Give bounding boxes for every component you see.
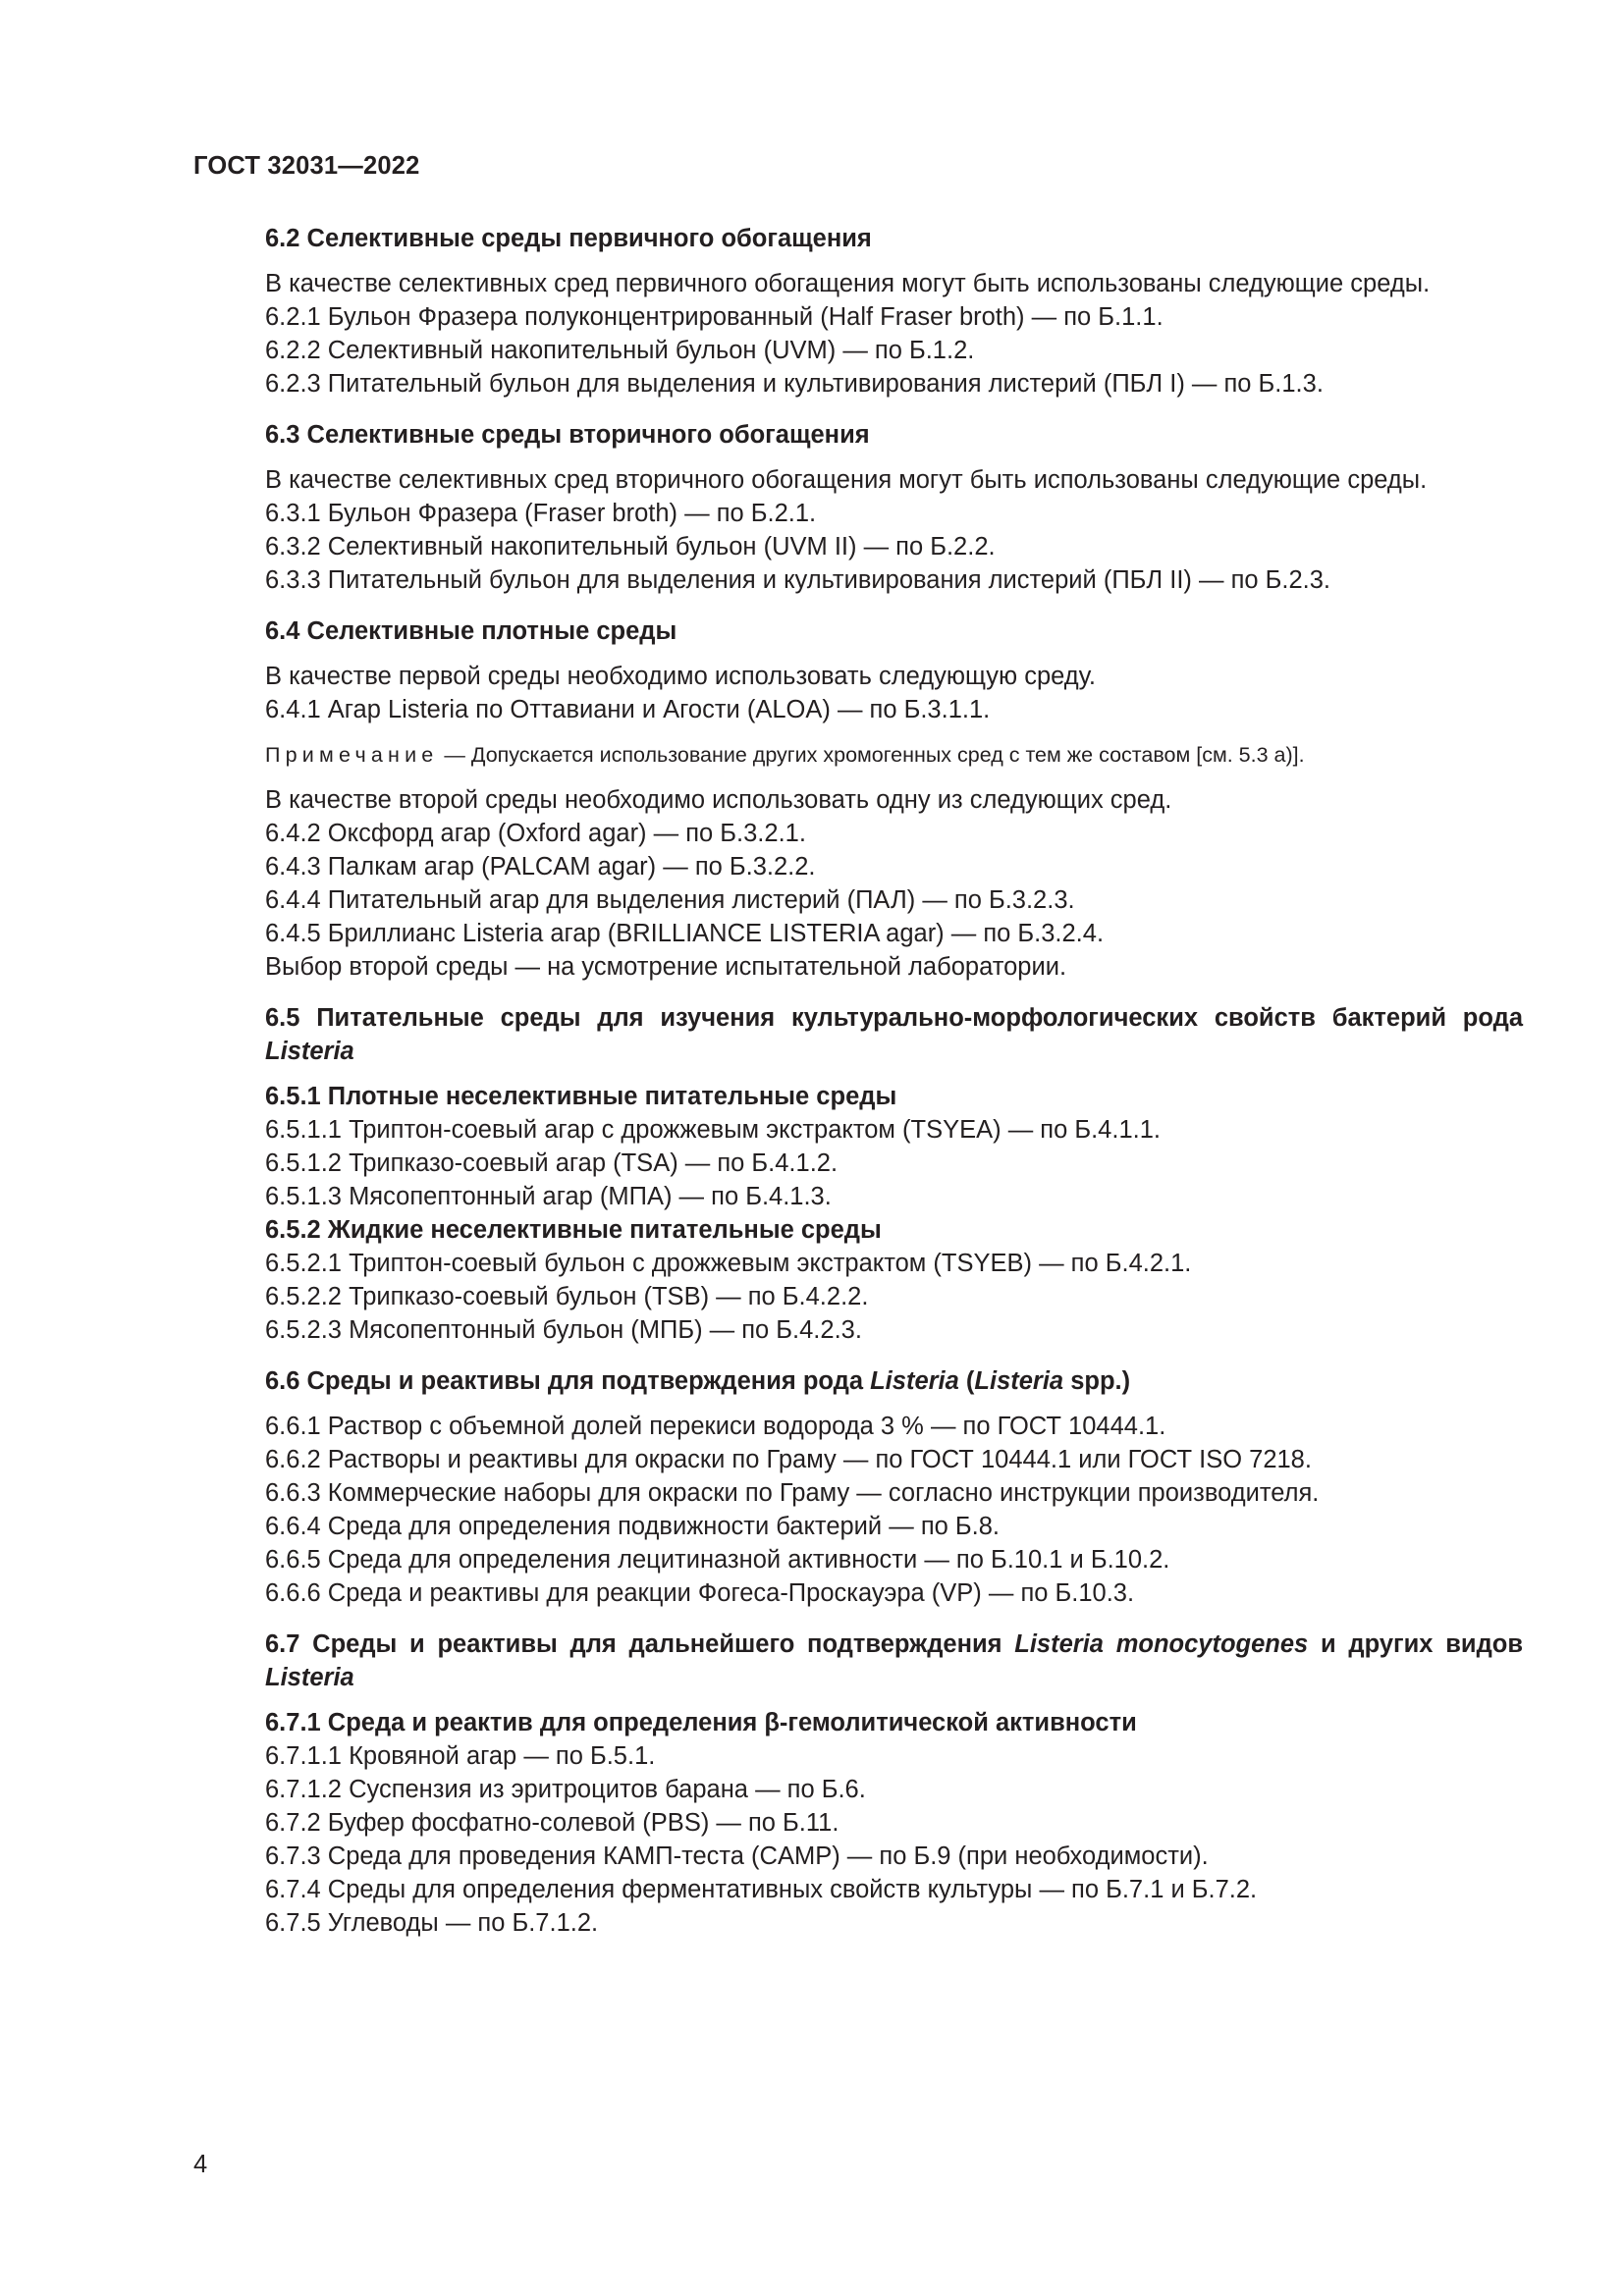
list-item: 6.4.5 Бриллианс Listeria агар (BRILLIANCE LISTERIA agar) — по Б.3.2.4.: [265, 920, 1105, 947]
list-item: 6.2.3 Питательный бульон для выделения и культивирования листерий (ПБЛ I) — по Б.1.3.: [265, 370, 1324, 398]
list-item: 6.6.3 Коммерческие наборы для окраски по Граму — согласно инструкции производителя.: [265, 1479, 1320, 1507]
list-item: 6.5.2.2 Трипказо-соевый бульон (TSB) — по Б.4.2.2.: [265, 1283, 869, 1310]
document-code-header: ГОСТ 32031—2022: [193, 152, 420, 180]
section-6-6-title-genus-2: Listeria: [974, 1367, 1064, 1395]
section-6-6-title: [193, 1364, 1523, 1398]
section-6-5-title-genus: Listeria: [265, 1038, 354, 1065]
note-text: — Допускается использование других хромогенных сред с тем же составом [см. 5.3 а)].: [438, 743, 1305, 767]
section-6-7-title-species: Listeria monocytogenes: [1014, 1630, 1309, 1658]
list-item: 6.7.3 Среда для проведения КАМП-теста (CAMP) — по Б.9 (при необходимости).: [265, 1842, 1209, 1870]
section-6-5-title: [193, 1001, 1523, 1068]
note-label: Примечание: [265, 743, 439, 767]
section-6-7-title: [193, 1628, 1523, 1694]
list-item: 6.5.2.3 Мясопептонный бульон (МПБ) — по Б.4.2.3.: [265, 1316, 862, 1344]
list-item: 6.2.2 Селективный накопительный бульон (UVM) — по Б.1.2.: [265, 337, 975, 364]
list-item: 6.4.1 Агар Listeria по Оттавиани и Агости (ALOA) — по Б.3.1.1.: [265, 696, 991, 723]
section-6-4-intro-second: В качестве второй среды необходимо использовать одну из следующих сред.: [265, 786, 1172, 814]
list-item: 6.2.1 Бульон Фразера полуконцентрированный (Half Fraser broth) — по Б.1.1.: [265, 303, 1164, 331]
subsection-6-7-1-title: 6.7.1 Среда и реактив для определения β-гемолитической активности: [265, 1709, 1137, 1736]
section-6-3-title: 6.3 Селективные среды вторичного обогащения: [265, 421, 870, 449]
list-item: 6.7.2 Буфер фосфатно-солевой (PBS) — по Б.11.: [265, 1809, 839, 1837]
list-item: 6.4.3 Палкам агар (PALCAM agar) — по Б.3.2.2.: [265, 853, 816, 881]
page-number: 4: [193, 2151, 208, 2178]
section-6-7-title-b: и других видов: [1308, 1630, 1524, 1658]
list-item: 6.7.1.1 Кровяной агар — по Б.5.1.: [265, 1742, 656, 1770]
list-item: 6.5.2.1 Триптон-соевый бульон с дрожжевым экстрактом (TSYEB) — по Б.4.2.1.: [265, 1250, 1192, 1277]
list-item: 6.6.5 Среда для определения лецитиназной активности — по Б.10.1 и Б.10.2.: [265, 1546, 1170, 1574]
list-item: 6.3.3 Питательный бульон для выделения и культивирования листерий (ПБЛ II) — по Б.2.3.: [265, 566, 1330, 594]
section-6-4-intro-first: В качестве первой среды необходимо использовать следующую среду.: [265, 663, 1096, 690]
section-6-4-closing: Выбор второй среды — на усмотрение испытательной лаборатории.: [265, 953, 1067, 981]
list-item: 6.6.4 Среда для определения подвижности бактерий — по Б.8.: [265, 1513, 1001, 1540]
section-6-7-title-a: 6.7 Среды и реактивы для дальнейшего подтверждения: [265, 1630, 1015, 1658]
list-item: 6.7.1.2 Суспензия из эритроцитов барана — по Б.6.: [265, 1776, 866, 1803]
section-6-6-title-b: (: [958, 1367, 975, 1395]
section-6-6-title-a: 6.6 Среды и реактивы для подтверждения рода: [265, 1367, 871, 1395]
list-item: 6.3.1 Бульон Фразера (Fraser broth) — по Б.2.1.: [265, 500, 817, 527]
list-item: 6.4.2 Оксфорд агар (Oxford agar) — по Б.3.2.1.: [265, 820, 806, 847]
section-6-7-title-genus: Listeria: [265, 1664, 354, 1691]
list-item: 6.5.1.1 Триптон-соевый агар с дрожжевым экстрактом (TSYEA) — по Б.4.1.1.: [265, 1116, 1161, 1144]
page-content: [193, 222, 1523, 1940]
note: [193, 738, 1523, 772]
list-item: 6.5.1.3 Мясопептонный агар (МПА) — по Б.4.1.3.: [265, 1183, 832, 1210]
section-6-4-title: 6.4 Селективные плотные среды: [265, 617, 677, 645]
list-item: 6.7.4 Среды для определения ферментативных свойств культуры — по Б.7.1 и Б.7.2.: [265, 1876, 1258, 1903]
list-item: 6.5.1.2 Трипказо-соевый агар (TSA) — по Б.4.1.2.: [265, 1149, 839, 1177]
subsection-6-5-1-title: 6.5.1 Плотные неселективные питательные среды: [265, 1083, 897, 1110]
list-item: 6.7.5 Углеводы — по Б.7.1.2.: [265, 1909, 599, 1937]
list-item: 6.4.4 Питательный агар для выделения листерий (ПАЛ) — по Б.3.2.3.: [265, 886, 1075, 914]
section-6-5-title-text: 6.5 Питательные среды для изучения культурально-морфологических свойств бактерий рода: [265, 1004, 1523, 1032]
list-item: 6.6.6 Среда и реактивы для реакции Фогеса-Проскауэра (VP) — по Б.10.3.: [265, 1579, 1135, 1607]
section-6-6-title-genus: Listeria: [870, 1367, 959, 1395]
list-item: 6.6.2 Растворы и реактивы для окраски по Граму — по ГОСТ 10444.1 или ГОСТ ISO 7218.: [265, 1446, 1312, 1473]
list-item: 6.6.1 Раствор с объемной долей перекиси водорода 3 % — по ГОСТ 10444.1.: [265, 1413, 1166, 1440]
list-item: 6.3.2 Селективный накопительный бульон (UVM II) — по Б.2.2.: [265, 533, 996, 561]
section-6-3-intro: В качестве селективных сред вторичного обогащения могут быть использованы следующие среды.: [265, 466, 1428, 494]
section-6-2-title: 6.2 Селективные среды первичного обогащения: [265, 225, 872, 252]
subsection-6-5-2-title: 6.5.2 Жидкие неселективные питательные среды: [265, 1216, 882, 1244]
section-6-2-intro: В качестве селективных сред первичного обогащения могут быть использованы следующие среды.: [265, 270, 1431, 297]
section-6-6-title-c: spp.): [1063, 1367, 1131, 1395]
